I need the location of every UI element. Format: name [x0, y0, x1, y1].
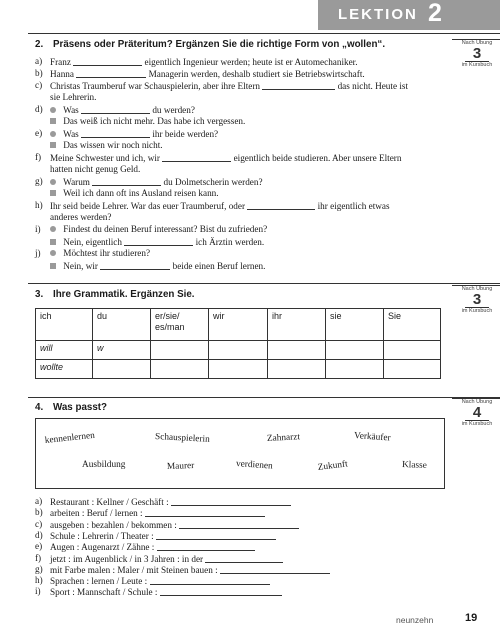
item-label: a): [35, 56, 43, 66]
answer-blank[interactable]: [145, 508, 265, 517]
item-text: ausgeben : bezahlen / bekommen :: [50, 520, 177, 530]
item-text: hatten nicht genug Geld.: [50, 164, 141, 174]
item-text: arbeiten : Beruf / lernen :: [50, 508, 143, 518]
exercise-4-title: 4. Was passt?: [35, 402, 108, 413]
ex4-item: [50, 542, 255, 552]
ex4-item: [50, 531, 276, 541]
answer-blank[interactable]: [262, 81, 335, 90]
item-label: i): [35, 224, 41, 234]
word-box: [35, 418, 445, 489]
speaker-a-dot: [50, 107, 56, 113]
item-text: Christas Traumberuf war Schauspielerin, aber ihre Eltern: [50, 81, 260, 91]
item-label: g): [35, 176, 43, 186]
ex2-item-h: [50, 201, 390, 211]
ex2-item-j: [50, 249, 150, 258]
item-label: c): [35, 519, 43, 529]
word-tile[interactable]: Klasse: [401, 460, 427, 471]
speaker-a-dot: [50, 131, 56, 137]
side-note-number: 3: [472, 44, 482, 62]
lektion-number: 2: [428, 0, 442, 27]
ex4-item: [50, 497, 291, 507]
table-cell[interactable]: [151, 341, 209, 360]
item-text: mit Farbe malen : Maler / mit Steinen bauen :: [50, 565, 218, 575]
ex4-item: [50, 508, 265, 518]
word-tile[interactable]: Verkäufer: [353, 431, 391, 444]
answer-blank[interactable]: [220, 565, 330, 574]
item-label: g): [35, 564, 43, 574]
item-label: f): [35, 152, 42, 162]
exercise-3-title: 3. Ihre Grammatik. Ergänzen Sie.: [35, 289, 195, 300]
ex2-item-g: [50, 177, 263, 187]
item-text: Schule : Lehrerin / Theater :: [50, 531, 154, 541]
exercise-2-title: 2. Präsens oder Präteritum? Ergänzen Sie die richtige Form von „wollen“.: [35, 39, 386, 50]
ex2-item-d: [50, 105, 195, 115]
ex2-item-b: [50, 69, 365, 79]
item-text: das nicht. Heute ist: [337, 81, 409, 91]
ex2-item-i: [50, 225, 267, 234]
answer-blank[interactable]: [73, 57, 142, 66]
table-cell[interactable]: [209, 341, 268, 360]
ex2-item-h-cont: [50, 213, 111, 222]
answer-blank[interactable]: [157, 542, 255, 551]
item-text: Hanna: [50, 69, 74, 79]
item-text: Meine Schwester und ich, wir: [50, 153, 160, 163]
speaker-b-square: [50, 239, 56, 245]
speaker-b-square: [50, 263, 56, 269]
item-label: d): [35, 104, 43, 114]
lektion-label: LEKTION: [338, 6, 418, 23]
word-tile[interactable]: Maurer: [166, 461, 195, 472]
table-header-row: [36, 309, 441, 341]
item-label: f): [35, 553, 42, 563]
item-text: sie Lehrerin.: [50, 92, 97, 102]
section-rule: [28, 33, 500, 34]
page-number: 19: [465, 612, 478, 624]
section-rule: [28, 283, 500, 284]
table-header-cell: sie: [326, 309, 384, 341]
table-header-cell: du: [93, 309, 151, 341]
item-text: Nein, wir: [63, 261, 98, 271]
item-text: Warum: [63, 177, 90, 187]
side-note-number: 3: [472, 290, 482, 308]
speaker-a-dot: [50, 250, 56, 256]
word-tile[interactable]: verdienen: [235, 459, 273, 472]
item-text: eigentlich beide studieren. Aber unsere Eltern: [233, 153, 402, 163]
item-text: ihr eigentlich etwas: [317, 201, 390, 211]
item-label: i): [35, 586, 41, 596]
table-cell[interactable]: will: [36, 341, 93, 360]
section-rule: [28, 397, 500, 398]
item-label: d): [35, 530, 43, 540]
word-tile[interactable]: Zahnarzt: [266, 432, 301, 444]
ex4-item: [50, 554, 283, 564]
table-cell[interactable]: [268, 341, 326, 360]
answer-blank[interactable]: [100, 261, 170, 270]
table-cell[interactable]: wollte: [36, 360, 93, 379]
table-cell[interactable]: [384, 341, 441, 360]
word-tile[interactable]: Schauspielerin: [154, 432, 210, 445]
ex4-item: [50, 587, 282, 597]
side-note-top: Nach Übung: [461, 286, 493, 292]
item-text: Sprachen : lernen / Leute :: [50, 576, 148, 586]
side-note-top: Nach Übung: [461, 399, 493, 405]
ex2-item-j-reply: [50, 261, 265, 271]
item-label: h): [35, 575, 43, 585]
ex2-item-i-reply: [50, 237, 264, 247]
ex2-item-f-cont: [50, 165, 140, 174]
item-text: Möchtest ihr studieren?: [63, 248, 151, 258]
table-cell[interactable]: [268, 360, 326, 379]
table-cell[interactable]: [209, 360, 268, 379]
table-header-cell: ich: [36, 309, 93, 341]
item-text: eigentlich Ingenieur werden; heute ist er Automechaniker.: [144, 57, 358, 67]
ex4-item: [50, 565, 330, 575]
ex4-item: [50, 520, 299, 530]
item-label: c): [35, 80, 43, 90]
answer-blank[interactable]: [92, 177, 161, 186]
page-number-word: neunzehn: [396, 615, 434, 625]
item-label: e): [35, 128, 43, 138]
ex2-item-e-reply: [50, 141, 163, 150]
item-text: Das wissen wir noch nicht.: [63, 140, 163, 150]
table-cell[interactable]: [326, 360, 384, 379]
item-text: jetzt : im Augenblick / in 3 Jahren : in der: [50, 554, 204, 564]
ex2-item-a: [50, 57, 358, 67]
table-header-cell: ihr: [268, 309, 326, 341]
answer-blank[interactable]: [171, 497, 291, 506]
item-text: Ihr seid beide Lehrer. War das euer Traumberuf, oder: [50, 201, 246, 211]
item-text: Findest du deinen Beruf interessant? Bist du zufrieden?: [63, 224, 268, 234]
answer-blank[interactable]: [160, 587, 282, 596]
ex2-item-e: [50, 129, 218, 139]
item-text: ihr beide werden?: [152, 129, 219, 139]
ex2-item-c: [50, 81, 408, 91]
ex2-item-f: [50, 153, 401, 163]
ex2-item-c-cont: [50, 93, 96, 102]
answer-blank[interactable]: [162, 153, 231, 162]
answer-blank[interactable]: [205, 554, 283, 563]
item-text: Sport : Mannschaft / Schule :: [50, 587, 158, 597]
item-label: j): [35, 248, 41, 258]
item-label: a): [35, 496, 43, 506]
table-header-cell: Sie: [384, 309, 441, 341]
speaker-b-square: [50, 142, 56, 148]
item-text: Weil ich dann oft ins Ausland reisen kann.: [63, 188, 219, 198]
item-label: b): [35, 68, 43, 78]
answer-blank[interactable]: [247, 201, 315, 210]
table-cell[interactable]: [151, 360, 209, 379]
side-note-ex2: [455, 41, 499, 68]
speaker-a-dot: [50, 226, 56, 232]
item-label: e): [35, 541, 43, 551]
side-note-bottom: im Kursbuch: [461, 61, 493, 68]
item-text: Was: [63, 105, 79, 115]
ex4-item: [50, 576, 270, 586]
item-text: Was: [63, 129, 79, 139]
item-text: Das weiß ich nicht mehr. Das habe ich vergessen.: [63, 116, 246, 126]
side-note-top: Nach Übung: [461, 40, 493, 46]
item-text: Managerin werden, deshalb studiert sie Betriebswirtschaft.: [148, 69, 365, 79]
item-text: anderes werden?: [50, 212, 112, 222]
answer-blank[interactable]: [76, 69, 146, 78]
item-text: du Dolmetscherin werden?: [163, 177, 263, 187]
table-cell[interactable]: [326, 341, 384, 360]
table-cell[interactable]: w: [93, 341, 151, 360]
side-note-bottom: im Kursbuch: [461, 420, 493, 427]
speaker-b-square: [50, 118, 56, 124]
side-note-bottom: im Kursbuch: [461, 307, 493, 314]
word-tile[interactable]: Ausbildung: [82, 460, 126, 470]
word-tile[interactable]: kennenlernen: [44, 430, 96, 446]
answer-blank[interactable]: [81, 105, 150, 114]
item-text: Restaurant : Kellner / Geschäft :: [50, 497, 169, 507]
speaker-b-square: [50, 190, 56, 196]
ex2-item-g-reply: [50, 189, 219, 198]
item-text: Franz: [50, 57, 71, 67]
side-note-ex4: [455, 400, 499, 427]
table-header-cell: er/sie/ es/man: [151, 309, 209, 341]
item-label: h): [35, 200, 43, 210]
item-text: beide einen Beruf lernen.: [172, 261, 266, 271]
table-row: [36, 341, 441, 360]
item-text: Nein, eigentlich: [63, 237, 122, 247]
answer-blank[interactable]: [156, 531, 276, 540]
answer-blank[interactable]: [81, 129, 150, 138]
word-tile[interactable]: Zukunft: [317, 459, 349, 473]
speaker-a-dot: [50, 179, 56, 185]
table-header-cell: wir: [209, 309, 268, 341]
item-label: b): [35, 507, 43, 517]
table-cell[interactable]: [384, 360, 441, 379]
answer-blank[interactable]: [150, 576, 270, 585]
item-text: Augen : Augenarzt / Zähne :: [50, 542, 155, 552]
answer-blank[interactable]: [179, 520, 299, 529]
table-cell[interactable]: [93, 360, 151, 379]
table-row: [36, 360, 441, 379]
grammar-table: [35, 308, 441, 379]
item-text: du werden?: [152, 105, 195, 115]
side-note-number: 4: [472, 403, 482, 421]
side-note-ex3: [455, 287, 499, 314]
ex2-item-d-reply: [50, 117, 245, 126]
item-text: ich Ärztin werden.: [195, 237, 265, 247]
answer-blank[interactable]: [124, 237, 193, 246]
